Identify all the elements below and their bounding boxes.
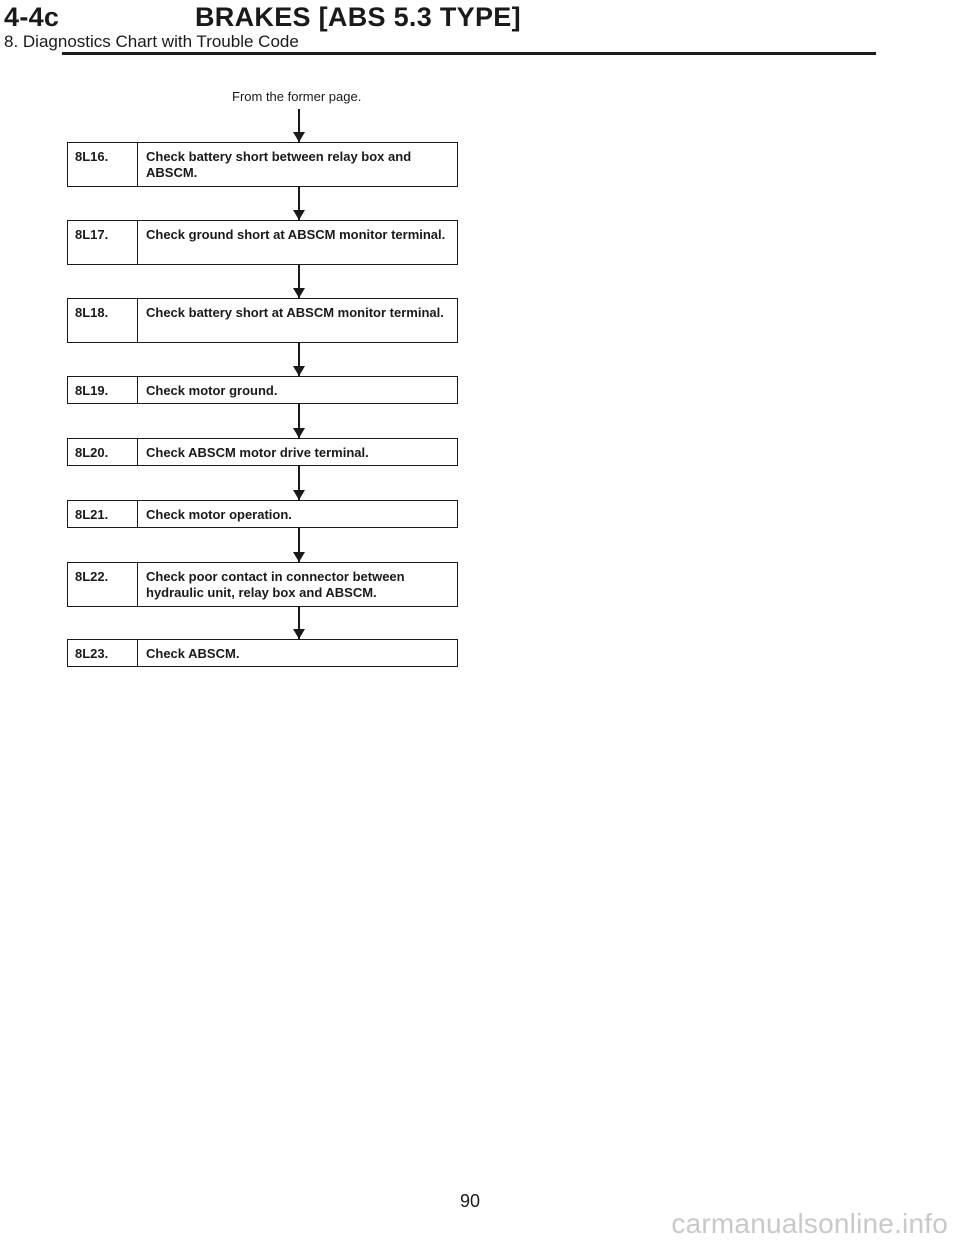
step-code: 8L23.	[68, 640, 138, 666]
section-title: BRAKES [ABS 5.3 TYPE]	[195, 2, 521, 32]
flow-arrow-down-icon	[293, 109, 305, 142]
flow-step-8l16	[67, 142, 458, 187]
flow-step-8l20	[67, 438, 458, 466]
step-code: 8L21.	[68, 501, 138, 527]
step-description: Check battery short between relay box and ABSCM.	[146, 149, 412, 180]
flow-step-8l17	[67, 220, 458, 265]
step-description: Check battery short at ABSCM monitor terminal.	[146, 305, 444, 320]
flow-step-8l19	[67, 376, 458, 404]
step-code: 8L16.	[68, 143, 138, 186]
flow-step-8l21	[67, 500, 458, 528]
flow-arrow-down-icon	[293, 404, 305, 438]
flow-arrow-down-icon	[293, 528, 305, 562]
step-description: Check motor operation.	[146, 507, 292, 522]
step-description: Check ABSCM.	[146, 646, 240, 661]
step-description: Check motor ground.	[146, 383, 278, 398]
step-code: 8L22.	[68, 563, 138, 606]
flow-arrow-down-icon	[293, 265, 305, 298]
flow-step-8l22	[67, 562, 458, 607]
step-description: Check poor contact in connector between hydraulic unit, relay box and ABSCM.	[146, 569, 405, 600]
from-former-page-label: From the former page.	[232, 89, 362, 104]
step-description: Check ground short at ABSCM monitor terminal.	[146, 227, 446, 242]
flow-arrow-down-icon	[293, 343, 305, 376]
header-divider	[62, 52, 876, 55]
step-code: 8L19.	[68, 377, 138, 403]
step-code: 8L18.	[68, 299, 138, 342]
section-subtitle: 8. Diagnostics Chart with Trouble Code	[4, 32, 299, 51]
site-watermark: carmanualsonline.info	[671, 1208, 948, 1239]
section-code: 4-4c	[4, 2, 60, 32]
flow-arrow-down-icon	[293, 607, 305, 639]
page-number: 90	[459, 1191, 481, 1211]
flow-arrow-down-icon	[293, 466, 305, 500]
step-code: 8L17.	[68, 221, 138, 264]
flow-step-8l18	[67, 298, 458, 343]
flow-step-8l23	[67, 639, 458, 667]
flow-arrow-down-icon	[293, 187, 305, 220]
step-code: 8L20.	[68, 439, 138, 465]
page-header	[0, 0, 960, 58]
step-description: Check ABSCM motor drive terminal.	[146, 445, 369, 460]
